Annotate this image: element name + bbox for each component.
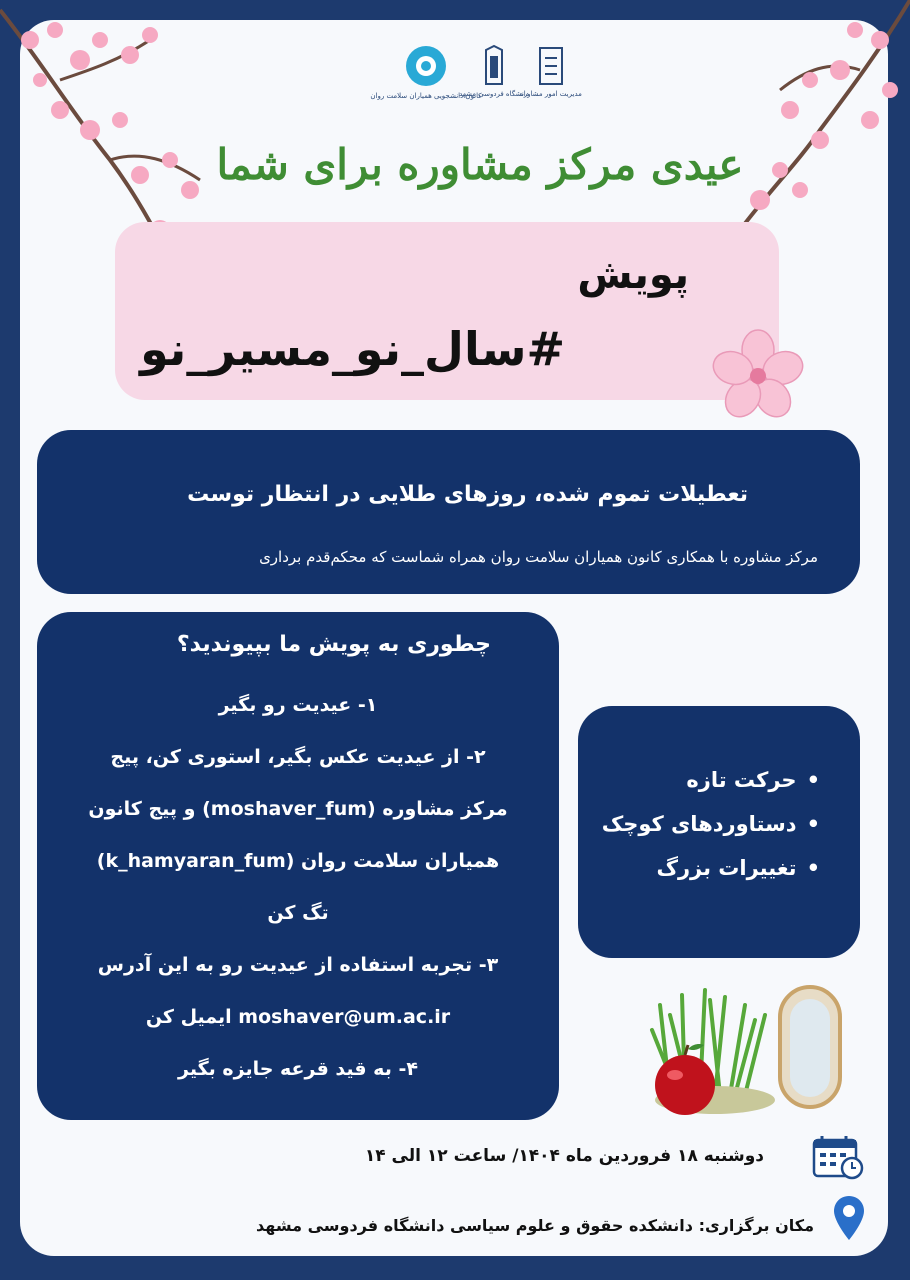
cherry-flower-icon [713,330,803,420]
step-line: ۳- تجربه استفاده از عیدیت رو به این آدرس [97,954,499,976]
nowruz-haftsin-illustration [630,975,850,1125]
event-location: مکان برگزاری: دانشکده حقوق و علوم سیاسی دانشگاه فردوسی مشهد [256,1216,814,1235]
theme-item: • حرکت تازه [602,768,820,792]
email-line: moshaver@um.ac.ir ایمیل کن [145,1006,451,1028]
intro-title: تعطیلات تموم شده، روزهای طلایی در انتظار توست [187,482,748,507]
themes-list [602,768,820,900]
hamyaran-logo [406,46,446,86]
institution-logos [370,42,590,122]
location-pin-icon [832,1194,866,1242]
step-line: ۴- به قید قرعه جایزه بگیر [178,1058,418,1080]
poster-card [20,20,888,1256]
event-date: دوشنبه ۱۸ فروردین ماه ۱۴۰۴/ ساعت ۱۲ الی ۱۴ [364,1146,764,1166]
themes-box [578,706,860,958]
cherry-blossom-right-decoration [710,0,910,260]
campaign-hashtag: #سال_نو_مسیر_نو [140,322,565,376]
step-line: مرکز مشاوره (moshaver_fum) و پیج کانون [88,798,508,820]
calendar-icon [812,1134,866,1180]
campaign-banner [115,222,779,400]
counseling-logo [540,48,562,84]
step-line: همیاران سلامت روان (k_hamyaran_fum) [96,850,500,872]
university-logo [486,46,502,84]
counseling-logo-caption: مدیریت امور مشاوره [520,90,582,98]
hamyaran-logo-caption: کانون دانشجویی همیاران سلامت روان [370,92,482,100]
headline: عیدی مرکز مشاوره برای شما [216,140,744,189]
how-to-join-question: چطوری به پویش ما بپیوندید؟ [176,632,491,657]
intro-box [37,430,860,594]
campaign-title: پویش [577,252,689,298]
intro-subtitle: مرکز مشاوره با همکاری کانون همیاران سلامت روان همراه شماست که محکم‌قدم برداری [259,548,818,566]
step-line: ۲- از عیدیت عکس بگیر، استوری کن، پیج [110,746,486,768]
university-logo-caption: دانشگاه فردوسی مشهد [459,90,529,98]
how-to-join-box [37,612,559,1120]
theme-item: • دستاوردهای کوچک [602,812,820,836]
theme-item: • تغییرات بزرگ [602,856,820,880]
step-line: تگ کن [267,902,329,924]
step-line: ۱- عیدیت رو بگیر [218,694,378,716]
